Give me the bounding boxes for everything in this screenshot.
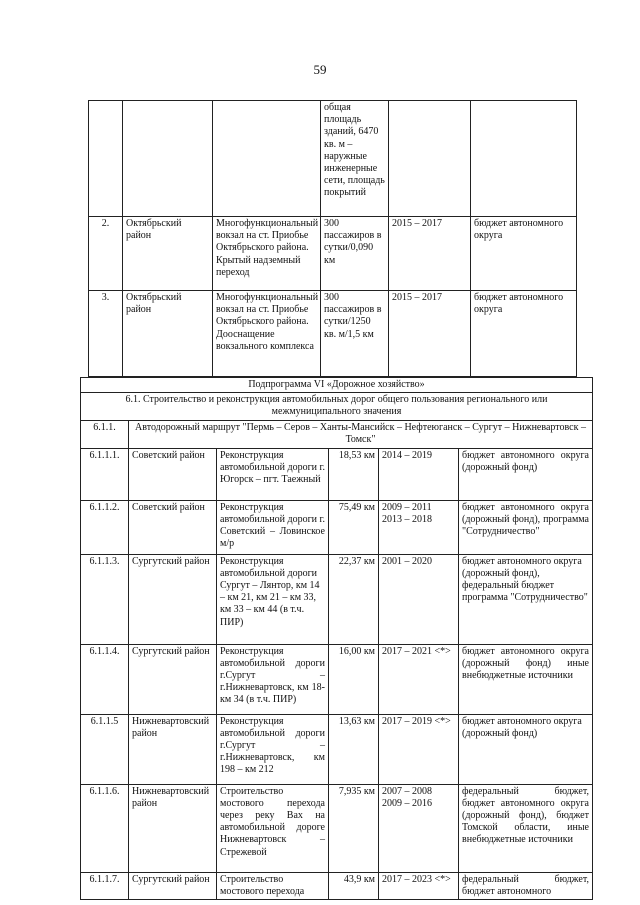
cell-period: [389, 101, 471, 217]
row-district: Нижневартовский район: [129, 784, 217, 872]
row-object: Реконструкция автомобильной дороги г. Советский – Ловинское м/р: [217, 500, 329, 554]
cell-district: Октябрьский район: [123, 291, 213, 377]
cell-district: [123, 101, 213, 217]
row-source: бюджет автономного округа (дорожный фонд): [459, 448, 593, 500]
subprogram-title: Подпрограмма VI «Дорожное хозяйство»: [81, 378, 593, 393]
row-capacity: 16,00 км: [329, 644, 379, 714]
row-period: 2009 – 2011 2013 – 2018: [379, 500, 459, 554]
cell-source: [471, 101, 577, 217]
cell-capacity: 300 пассажиров в сутки/1250 кв. м/1,5 км: [321, 291, 389, 377]
cell-period: 2015 – 2017: [389, 217, 471, 291]
cell-source: бюджет автономного округа: [471, 217, 577, 291]
section-title: 6.1. Строительство и реконструкция автомобильных дорог общего пользования регионального или межмуниципального значения: [81, 393, 593, 420]
row-object: Реконструкция автомобильной дороги г. Югорск – пгт. Таежный: [217, 448, 329, 500]
row-capacity: 18,53 км: [329, 448, 379, 500]
row-district: Сургутский район: [129, 554, 217, 644]
cell-source: бюджет автономного округа: [471, 291, 577, 377]
row-object: Реконструкция автомобильной дороги Сургут – Лянтор, км 14 – км 21, км 21 – км 33, км 33 – км 44 (в т.ч. ПИР): [217, 554, 329, 644]
cell-period: 2015 – 2017: [389, 291, 471, 377]
cell-num: 2.: [89, 217, 123, 291]
row-period: 2014 – 2019: [379, 448, 459, 500]
row-source: федеральный бюджет, бюджет автономного округа (дорожный фонд), бюджет Томской области, иные внебюджетные источники: [459, 784, 593, 872]
row-district: Советский район: [129, 448, 217, 500]
row-district: Нижневартовский район: [129, 714, 217, 784]
row-capacity: 43,9 км: [329, 872, 379, 899]
row-source: бюджет автономного округа (дорожный фонд), программа "Сотрудничество": [459, 500, 593, 554]
row-capacity: 13,63 км: [329, 714, 379, 784]
row-object: Реконструкция автомобильной дороги г.Сургут – г.Нижневартовск, км 18-км 34 (в т.ч. ПИР): [217, 644, 329, 714]
main-table: [80, 377, 593, 900]
row-capacity: 22,37 км: [329, 554, 379, 644]
row-source: бюджет автономного округа (дорожный фонд): [459, 714, 593, 784]
cell-num: 3.: [89, 291, 123, 377]
row-num: 6.1.1.6.: [81, 784, 129, 872]
row-capacity: 75,49 км: [329, 500, 379, 554]
row-period: 2007 – 2008 2009 – 2016: [379, 784, 459, 872]
row-object: Строительство мостового перехода: [217, 872, 329, 899]
row-num: 6.1.1.4.: [81, 644, 129, 714]
row-num: 6.1.1.7.: [81, 872, 129, 899]
cell-capacity: общая площадь зданий, 6470 кв. м – наружные инженерные сети, площадь покрытий: [321, 101, 389, 217]
top-table: [88, 100, 577, 377]
cell-object: Многофункциональный вокзал на ст. Приобье Октябрьского района. Дооснащение вокзального комплекса: [213, 291, 321, 377]
route-title: Автодорожный маршрут "Пермь – Серов – Ханты-Мансийск – Нефтеюганск – Сургут – Нижневартовск – Томск": [129, 420, 593, 448]
row-num: 6.1.1.1.: [81, 448, 129, 500]
row-period: 2017 – 2019 <*>: [379, 714, 459, 784]
row-source: бюджет автономного округа (дорожный фонд) иные внебюджетные источники: [459, 644, 593, 714]
row-district: Советский район: [129, 500, 217, 554]
cell-district: Октябрьский район: [123, 217, 213, 291]
row-district: Сургутский район: [129, 644, 217, 714]
row-num: 6.1.1.3.: [81, 554, 129, 644]
row-source: бюджет автономного округа (дорожный фонд), федеральный бюджет программа "Сотрудничество": [459, 554, 593, 644]
row-period: 2001 – 2020: [379, 554, 459, 644]
cell-num: [89, 101, 123, 217]
row-num: 6.1.1.5: [81, 714, 129, 784]
row-period: 2017 – 2023 <*>: [379, 872, 459, 899]
route-num: 6.1.1.: [81, 420, 129, 448]
row-num: 6.1.1.2.: [81, 500, 129, 554]
cell-object: Многофункциональный вокзал на ст. Приобье Октябрьского района. Крытый надземный переход: [213, 217, 321, 291]
row-period: 2017 – 2021 <*>: [379, 644, 459, 714]
row-object: Реконструкция автомобильной дороги г.Сургут – г.Нижневартовск, км 198 – км 212: [217, 714, 329, 784]
row-object: Строительство мостового перехода через реку Вах на автомобильной дороге Нижневартовск – Стрежевой: [217, 784, 329, 872]
row-district: Сургутский район: [129, 872, 217, 899]
cell-object: [213, 101, 321, 217]
page-number: 59: [313, 62, 327, 77]
row-source: федеральный бюджет, бюджет автономного: [459, 872, 593, 899]
cell-capacity: 300 пассажиров в сутки/0,090 км: [321, 217, 389, 291]
row-capacity: 7,935 км: [329, 784, 379, 872]
